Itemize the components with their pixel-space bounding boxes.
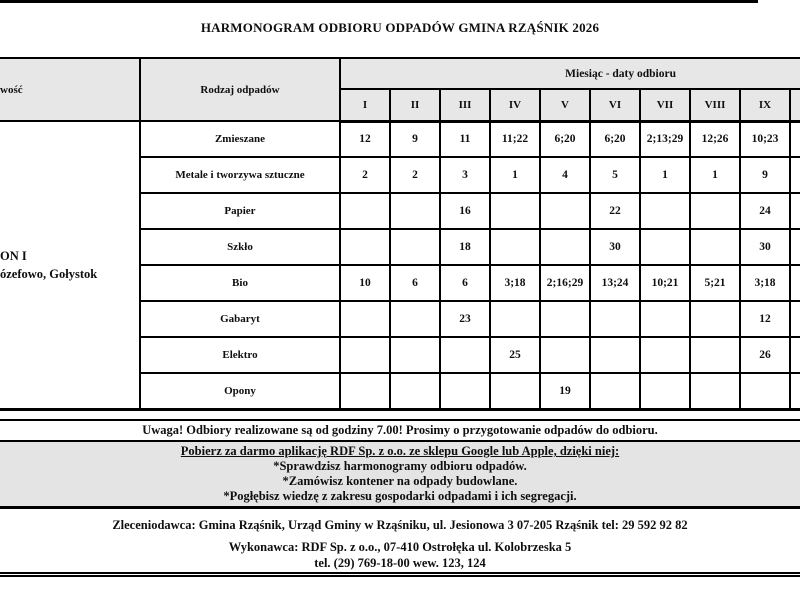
waste-type-label: Gabaryt: [140, 301, 340, 337]
contact-section: [0, 509, 800, 577]
date-cell: [540, 229, 590, 265]
date-cell: 13;24: [590, 265, 640, 301]
date-cell: [440, 337, 490, 373]
date-cell: [390, 337, 440, 373]
date-cell-clipped: [790, 193, 800, 229]
date-cell: 5;21: [690, 265, 740, 301]
date-cell: [340, 301, 390, 337]
notice-pickup-time: [0, 419, 800, 442]
date-cell: 26: [740, 337, 790, 373]
wykonawca-phone-line: tel. (29) 769-18-00 wew. 123, 124: [314, 556, 486, 570]
month-header-ix: IX: [740, 89, 790, 121]
app-promo-item: *Pogłębisz wiedzę z zakresu gospodarki odpadami i ich segregacji.: [223, 489, 577, 503]
date-cell: 12: [740, 301, 790, 337]
date-cell: [640, 301, 690, 337]
date-cell: 5: [590, 157, 640, 193]
date-cell: 25: [490, 337, 540, 373]
month-header-iii: III: [440, 89, 490, 121]
date-cell: 11;22: [490, 121, 540, 157]
date-cell: 22: [590, 193, 640, 229]
date-cell-clipped: [790, 337, 800, 373]
date-cell-clipped: [790, 229, 800, 265]
date-cell: 1: [640, 157, 690, 193]
date-cell: [490, 193, 540, 229]
waste-type-label: Bio: [140, 265, 340, 301]
app-promo-item: *Sprawdzisz harmonogramy odbioru odpadów.: [273, 459, 527, 473]
date-cell: [390, 193, 440, 229]
date-cell: [690, 301, 740, 337]
date-cell: 6;20: [540, 121, 590, 157]
date-cell: [340, 373, 390, 409]
date-cell: [590, 301, 640, 337]
date-cell-clipped: [790, 121, 800, 157]
date-cell: 23: [440, 301, 490, 337]
month-header-vi: VI: [590, 89, 640, 121]
date-cell: 19: [540, 373, 590, 409]
page-top-rule: [0, 0, 758, 3]
waste-type-label: Szkło: [140, 229, 340, 265]
date-cell: [340, 193, 390, 229]
date-cell: 12;26: [690, 121, 740, 157]
month-header-ii: II: [390, 89, 440, 121]
date-cell: 10;23: [740, 121, 790, 157]
waste-type-label: Zmieszane: [140, 121, 340, 157]
date-cell: [340, 337, 390, 373]
schedule-table: [0, 57, 800, 411]
date-cell: 24: [740, 193, 790, 229]
date-cell: 2: [390, 157, 440, 193]
date-cell: [640, 193, 690, 229]
date-cell: 3;18: [490, 265, 540, 301]
date-cell: 6: [390, 265, 440, 301]
date-cell: 10;21: [640, 265, 690, 301]
date-cell: [690, 229, 740, 265]
region-line1: ON I: [0, 248, 27, 263]
date-cell: [640, 337, 690, 373]
date-cell: 3: [440, 157, 490, 193]
date-cell: [490, 301, 540, 337]
date-cell: [540, 301, 590, 337]
date-cell: [640, 373, 690, 409]
date-cell: 2;16;29: [540, 265, 590, 301]
date-cell: [440, 373, 490, 409]
app-promo-header: Pobierz za darmo aplikację RDF Sp. z o.o. ze sklepu Google lub Apple, dzięki niej:: [180, 444, 620, 458]
page-title: HARMONOGRAM ODBIORU ODPADÓW GMINA RZĄŚNIK 2026: [200, 20, 600, 35]
date-cell: [390, 373, 440, 409]
date-cell: 4: [540, 157, 590, 193]
date-cell: 10: [340, 265, 390, 301]
date-cell: 1: [490, 157, 540, 193]
date-cell: [690, 193, 740, 229]
date-cell: [540, 337, 590, 373]
date-cell: 9: [740, 157, 790, 193]
date-cell: 30: [740, 229, 790, 265]
region-line2: ózefowo, Gołystok: [0, 266, 98, 281]
month-header-viii: VIII: [690, 89, 740, 121]
month-header-v: V: [540, 89, 590, 121]
date-cell: [690, 373, 740, 409]
waste-type-label: Opony: [140, 373, 340, 409]
date-cell: 2: [340, 157, 390, 193]
date-cell-clipped: [790, 373, 800, 409]
table-row: [0, 121, 800, 157]
waste-type-label: Elektro: [140, 337, 340, 373]
date-cell: 30: [590, 229, 640, 265]
column-header-months-group: Miesiąc - daty odbioru: [340, 58, 800, 89]
notice-pickup-time-text: Uwaga! Odbiory realizowane są od godziny 7.00! Prosimy o przygotowanie odpadów do odbioru.: [142, 423, 658, 437]
month-header-vii: VII: [640, 89, 690, 121]
app-promo-item: *Zamówisz kontener na odpady budowlane.: [282, 474, 518, 488]
wykonawca-line: Wykonawca: RDF Sp. z o.o., 07-410 Ostrołęka ul. Kolobrzeska 5: [228, 540, 572, 554]
date-cell: [590, 373, 640, 409]
date-cell: 3;18: [740, 265, 790, 301]
date-cell: [390, 229, 440, 265]
date-cell-clipped: [790, 301, 800, 337]
date-cell: 6: [440, 265, 490, 301]
date-cell: 11: [440, 121, 490, 157]
month-header-iv: IV: [490, 89, 540, 121]
date-cell: [590, 337, 640, 373]
date-cell: [640, 229, 690, 265]
column-header-rodzaj-odpadow: Rodzaj odpadów: [140, 58, 340, 121]
date-cell: [340, 229, 390, 265]
date-cell: [390, 301, 440, 337]
date-cell: [690, 337, 740, 373]
month-header-clipped: [790, 89, 800, 121]
date-cell: [540, 193, 590, 229]
notice-app-promo: [0, 442, 800, 509]
date-cell: 9: [390, 121, 440, 157]
date-cell: 18: [440, 229, 490, 265]
date-cell: [490, 229, 540, 265]
zleceniodawca-line: Zleceniodawca: Gmina Rząśnik, Urząd Gminy w Rząśniku, ul. Jesionowa 3 07-205 Rząśnik tel: 29 592 92 82: [112, 518, 688, 532]
date-cell: 16: [440, 193, 490, 229]
month-header-i: I: [340, 89, 390, 121]
waste-type-label: Metale i tworzywa sztuczne: [140, 157, 340, 193]
date-cell: 1: [690, 157, 740, 193]
date-cell-clipped: [790, 265, 800, 301]
date-cell: 2;13;29: [640, 121, 690, 157]
date-cell: [740, 373, 790, 409]
waste-type-label: Papier: [140, 193, 340, 229]
column-header-miejscowosc: wość: [0, 58, 140, 121]
date-cell: [490, 373, 540, 409]
date-cell: 6;20: [590, 121, 640, 157]
date-cell-clipped: [790, 157, 800, 193]
date-cell: 12: [340, 121, 390, 157]
region-cell: [0, 121, 140, 409]
